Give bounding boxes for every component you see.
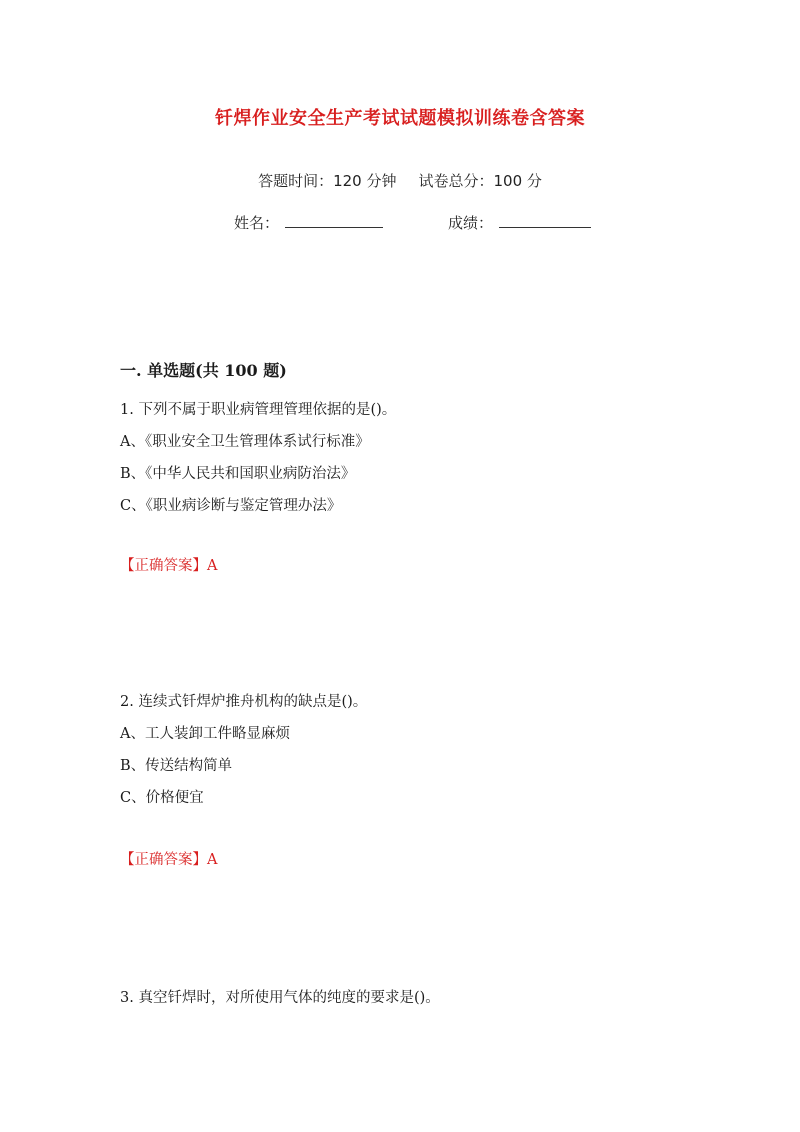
- name-blank[interactable]: [285, 213, 383, 228]
- name-field: [234, 212, 383, 233]
- question-1-answer: 【正确答案】A: [120, 558, 218, 574]
- section-heading: 一. 单选题(共 100 题): [120, 361, 287, 380]
- question-2-answer: 【正确答案】A: [120, 852, 218, 868]
- exam-time: 答题时间：120 分钟: [258, 172, 397, 190]
- question-2-option-b: B、传送结构简单: [120, 758, 233, 774]
- score-label: 成绩：: [448, 214, 494, 232]
- question-2-stem: 2. 连续式钎焊炉推舟机构的缺点是()。: [120, 694, 368, 710]
- question-1-option-c: C、《职业病诊断与鉴定管理办法》: [120, 498, 342, 514]
- name-label: 姓名：: [234, 214, 280, 232]
- total-score: 试卷总分：100 分: [418, 172, 542, 190]
- question-1-stem: 1. 下列不属于职业病管理管理依据的是()。: [120, 402, 397, 418]
- question-2-option-a: A、工人装卸工件略显麻烦: [120, 726, 290, 742]
- question-3-stem: 3. 真空钎焊时，对所使用气体的纯度的要求是()。: [120, 990, 440, 1006]
- score-blank[interactable]: [499, 213, 591, 228]
- question-2-option-c: C、价格便宜: [120, 790, 204, 806]
- question-1-option-a: A、《职业安全卫生管理体系试行标准》: [120, 434, 370, 450]
- exam-title: 钎焊作业安全生产考试试题模拟训练卷含答案: [215, 108, 585, 129]
- score-field: [448, 212, 591, 233]
- question-1-option-b: B、《中华人民共和国职业病防治法》: [120, 466, 356, 482]
- exam-meta: [0, 170, 800, 191]
